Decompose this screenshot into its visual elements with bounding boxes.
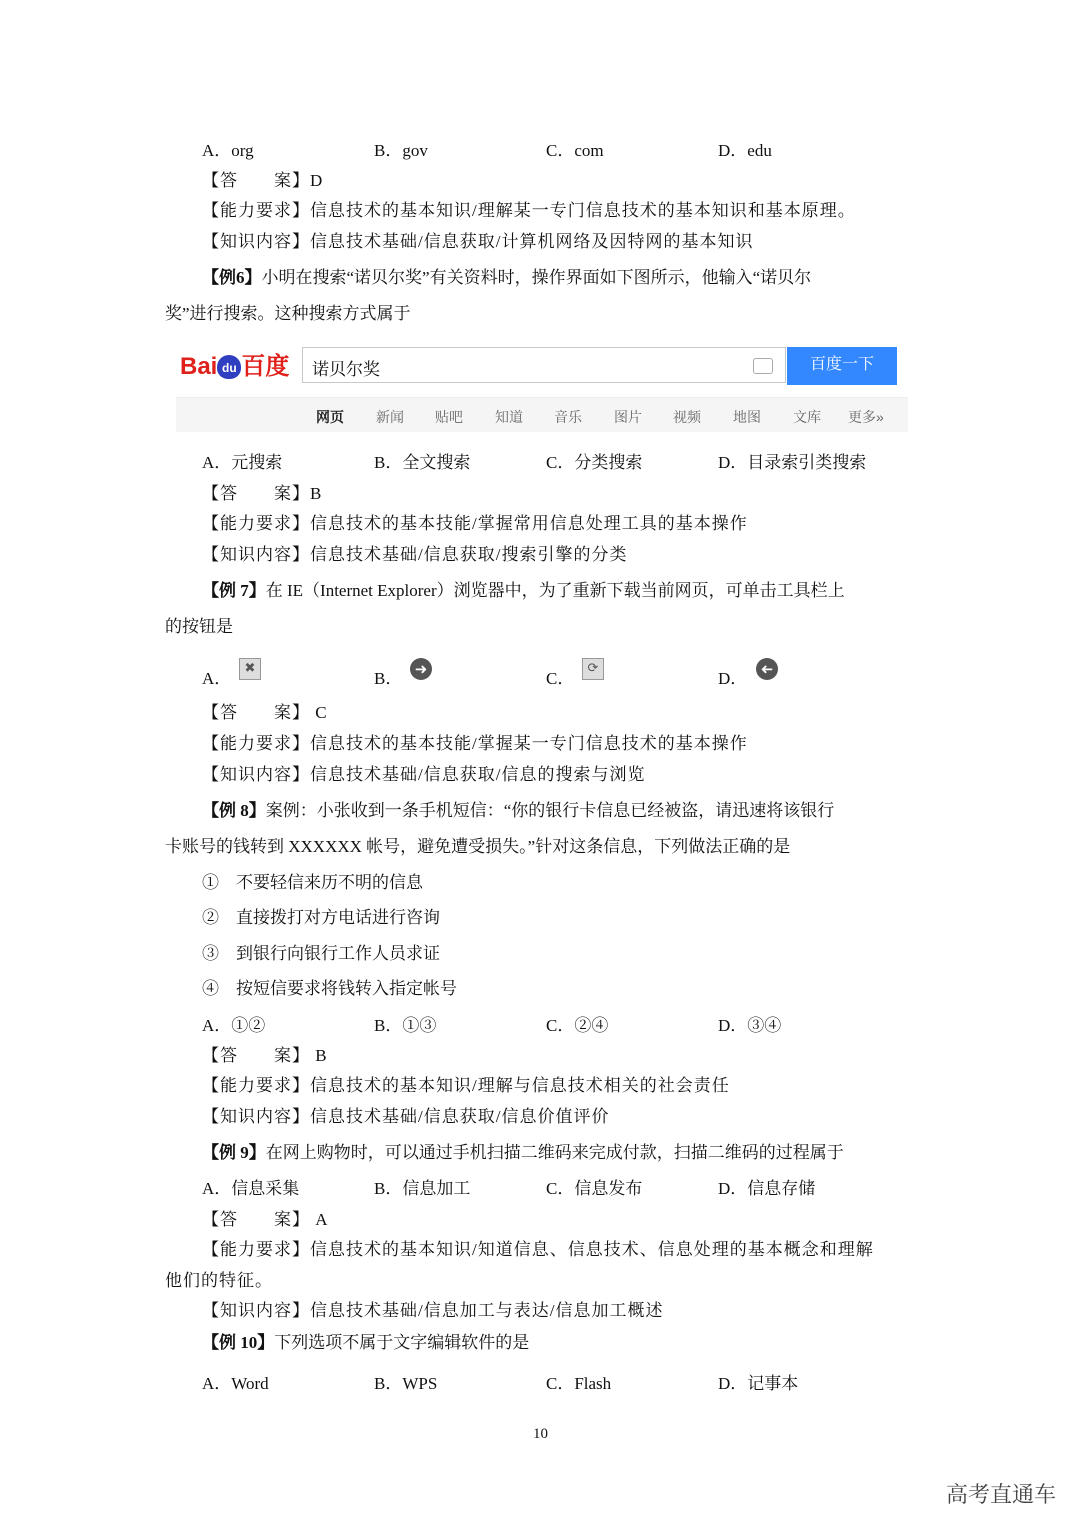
search-query: 诺贝尔奖: [312, 360, 380, 379]
ability-requirement: 【能力要求】信息技术的基本技能/掌握某一专门信息技术的基本操作: [202, 734, 748, 753]
option-a: A．org: [202, 141, 254, 160]
option-b: B．①③: [374, 1016, 437, 1035]
list-item: ② 直接拨打对方电话进行咨询: [202, 908, 440, 927]
stem-text: 案例：小张收到一条手机短信：“你的银行卡信息已经被盗，请迅速将该银行: [265, 801, 835, 820]
ability-requirement-cont: 他们的特征。: [165, 1271, 273, 1290]
knowledge-content: 【知识内容】信息技术基础/信息加工与表达/信息加工概述: [202, 1301, 664, 1320]
nav-item: 更多»: [848, 409, 884, 425]
baidu-search-screenshot: [176, 340, 908, 432]
option-c: C．信息发布: [546, 1179, 643, 1198]
forward-arrow-icon: ➜: [410, 658, 432, 680]
option-a: A．信息采集: [202, 1179, 300, 1198]
option-c: C．②④: [546, 1016, 609, 1035]
option-c: C．: [546, 669, 575, 688]
knowledge-content: 【知识内容】信息技术基础/信息获取/信息的搜索与浏览: [202, 765, 646, 784]
option-c: C．分类搜索: [546, 453, 643, 472]
question-stem: [202, 267, 811, 289]
question-stem: [202, 580, 845, 602]
stop-icon: ✖: [239, 658, 261, 680]
nav-item: 知道: [495, 409, 523, 425]
example-label: 【例 10】: [202, 1333, 275, 1352]
watermark: 高考直通车: [945, 1483, 1056, 1508]
option-d: D．: [718, 669, 748, 688]
question-stem: [202, 1142, 844, 1164]
nav-item: 文库: [793, 409, 821, 425]
page-number: 10: [533, 1426, 548, 1442]
nav-item: 贴吧: [435, 409, 463, 425]
answer: 【答 案】 A: [202, 1210, 329, 1229]
stem-text: 小明在搜索“诺贝尔奖”有关资料时，操作界面如下图所示，他输入“诺贝尔: [261, 268, 812, 287]
option-c: C．com: [546, 141, 604, 160]
stem-text: 在网上购物时，可以通过手机扫描二维码来完成付款，扫描二维码的过程属于: [265, 1143, 844, 1162]
option-b: B．: [374, 669, 403, 688]
question-stem: [202, 1332, 529, 1354]
example-label: 【例 7】: [202, 581, 266, 600]
nav-item: 地图: [733, 409, 761, 425]
option-a: A．: [202, 669, 232, 688]
option-a: A．①②: [202, 1016, 266, 1035]
stem-text: 下列选项不属于文字编辑软件的是: [274, 1333, 530, 1352]
question-stem-cont: 卡账号的钱转到 XXXXXX 帐号，避免遭受损失。”针对这条信息，下列做法正确的是: [165, 837, 791, 856]
answer: 【答 案】B: [202, 484, 323, 503]
search-input: [302, 347, 786, 383]
list-item: ① 不要轻信来历不明的信息: [202, 873, 423, 892]
nav-item: 新闻: [376, 409, 404, 425]
option-b: B．gov: [374, 141, 428, 160]
nav-item: 图片: [614, 409, 642, 425]
nav-item: 网页: [316, 409, 344, 425]
example-label: 【例6】: [202, 268, 262, 287]
option-d: D．信息存储: [718, 1179, 816, 1198]
option-b: B．WPS: [374, 1374, 438, 1393]
option-b: B．信息加工: [374, 1179, 471, 1198]
question-stem-cont: 的按钮是: [165, 617, 233, 636]
option-a: A．元搜索: [202, 453, 283, 472]
ability-requirement: 【能力要求】信息技术的基本技能/掌握常用信息处理工具的基本操作: [202, 514, 748, 533]
answer: 【答 案】 C: [202, 703, 328, 722]
search-button: 百度一下: [787, 347, 897, 385]
baidu-logo: Bai du 百度: [180, 353, 290, 380]
camera-icon: [753, 358, 773, 374]
question-stem: [202, 800, 834, 822]
answer: 【答 案】D: [202, 171, 324, 190]
nav-item: 音乐: [554, 409, 582, 425]
option-c: C．Flash: [546, 1374, 612, 1393]
ability-requirement: 【能力要求】信息技术的基本知识/理解与信息技术相关的社会责任: [202, 1076, 730, 1095]
answer: 【答 案】 B: [202, 1046, 328, 1065]
option-d: D．③④: [718, 1016, 782, 1035]
search-nav: [176, 397, 908, 432]
question-stem-cont: 奖”进行搜索。这种搜索方式属于: [165, 304, 411, 323]
option-a: A．Word: [202, 1374, 269, 1393]
list-item: ④ 按短信要求将钱转入指定帐号: [202, 979, 457, 998]
back-arrow-icon: ➜: [756, 658, 778, 680]
knowledge-content: 【知识内容】信息技术基础/信息获取/搜索引擎的分类: [202, 545, 628, 564]
option-d: D．edu: [718, 141, 772, 160]
ability-requirement: 【能力要求】信息技术的基本知识/理解某一专门信息技术的基本知识和基本原理。: [202, 201, 856, 220]
nav-item: 视频: [673, 409, 701, 425]
list-item: ③ 到银行向银行工作人员求证: [202, 944, 440, 963]
ability-requirement: 【能力要求】信息技术的基本知识/知道信息、信息技术、信息处理的基本概念和理解: [202, 1240, 874, 1259]
example-label: 【例 9】: [202, 1143, 266, 1162]
option-b: B．全文搜索: [374, 453, 471, 472]
knowledge-content: 【知识内容】信息技术基础/信息获取/计算机网络及因特网的基本知识: [202, 232, 754, 251]
refresh-icon: ⟳: [582, 658, 604, 680]
option-d: D．目录索引类搜索: [718, 453, 867, 472]
stem-text: 在 IE（Internet Explorer）浏览器中，为了重新下载当前网页，可单击工具栏上: [265, 581, 845, 600]
option-d: D．记事本: [718, 1374, 799, 1393]
example-label: 【例 8】: [202, 801, 266, 820]
knowledge-content: 【知识内容】信息技术基础/信息获取/信息价值评价: [202, 1107, 610, 1126]
